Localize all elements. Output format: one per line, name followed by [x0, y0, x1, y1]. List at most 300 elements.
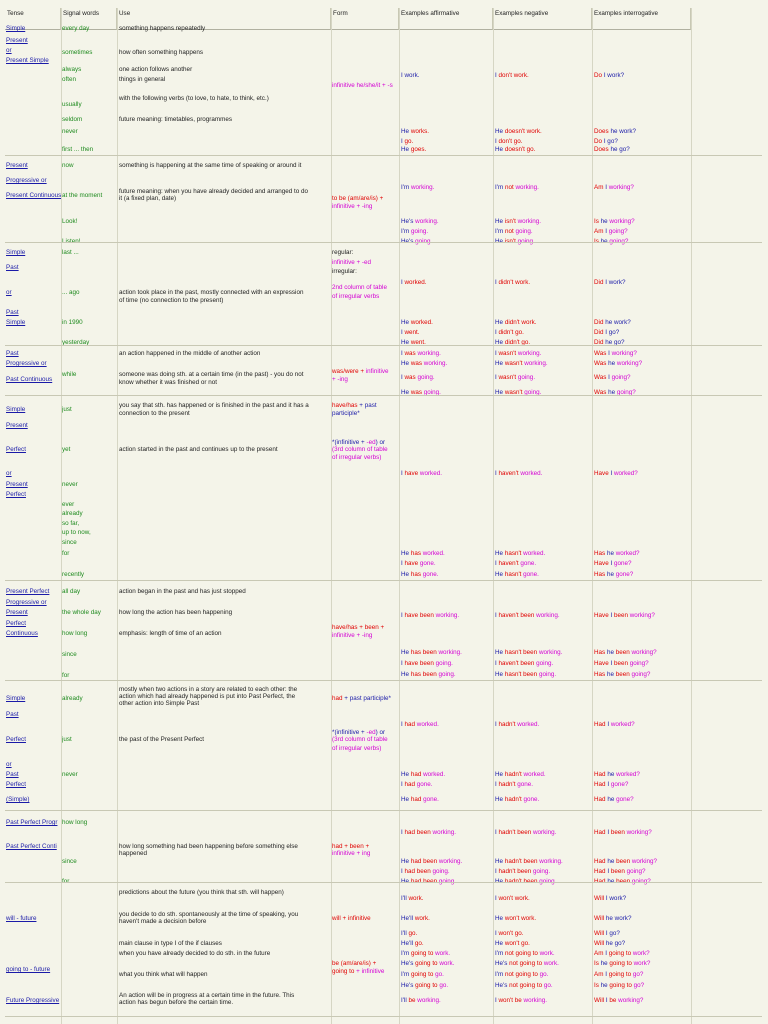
aff-cell — [401, 218, 439, 226]
tense-cell — [6, 761, 12, 769]
text-run: he — [608, 360, 617, 367]
section-divider — [5, 1016, 762, 1017]
tense-cell — [6, 406, 25, 414]
column-divider — [399, 8, 400, 1024]
text-run: he — [606, 571, 616, 578]
neg-cell — [495, 560, 536, 568]
text-run: + infinitive — [354, 968, 385, 975]
text-run: hasn't — [504, 550, 524, 557]
text-run[interactable]: Present Perfect — [6, 588, 50, 595]
text-run[interactable]: Perfect — [6, 491, 26, 498]
text-run: working. — [523, 997, 547, 1004]
text-run: He — [401, 796, 411, 803]
text-run: in 1990 — [62, 319, 83, 326]
text-run: go? — [633, 982, 645, 989]
text-run: going? — [629, 660, 649, 667]
text-run[interactable]: Progressive or — [6, 177, 47, 184]
column-divider — [117, 8, 118, 1024]
tense-cell — [6, 796, 29, 804]
text-run: working. — [423, 360, 448, 367]
text-run: working? — [631, 858, 658, 865]
text-run: not going to — [509, 960, 544, 967]
text-run: be — [408, 997, 418, 1004]
text-run: He — [401, 128, 411, 135]
text-run: working? — [608, 184, 634, 191]
int-cell — [594, 950, 650, 958]
text-run[interactable]: Past Perfect Progr — [6, 819, 58, 826]
text-run: already — [62, 510, 83, 517]
text-run: Is — [594, 982, 601, 989]
form-cell — [332, 850, 370, 858]
text-run[interactable]: (Simple) — [6, 796, 30, 803]
signal-cell — [62, 249, 79, 257]
text-run: isn't — [504, 238, 518, 245]
text-run: 2nd column of table — [332, 284, 387, 291]
form-cell — [332, 960, 376, 968]
text-run: gone? — [616, 796, 634, 803]
text-run: going to — [608, 950, 633, 957]
text-run[interactable]: Simple — [6, 25, 26, 32]
neg-cell — [495, 138, 522, 146]
neg-cell — [495, 915, 536, 923]
text-run: I'm — [401, 184, 411, 191]
signal-cell — [62, 218, 77, 226]
text-run[interactable]: Perfect — [6, 736, 26, 743]
aff-cell — [401, 329, 420, 337]
text-run: didn't work. — [504, 319, 537, 326]
neg-cell — [495, 671, 556, 679]
use-cell: future meaning: when you have already decided and arranged to do — [119, 188, 309, 195]
text-run[interactable]: Past — [6, 309, 19, 316]
text-run[interactable]: Present — [6, 37, 28, 44]
text-run: just — [62, 736, 72, 743]
text-run: Was — [594, 374, 609, 381]
text-run: worked. — [523, 550, 546, 557]
neg-cell — [495, 649, 562, 657]
text-run: I — [608, 374, 612, 381]
text-run: going? — [631, 671, 651, 678]
text-run: working? — [609, 218, 635, 225]
text-run: was — [404, 374, 418, 381]
text-run: going to — [608, 971, 633, 978]
text-run: I — [495, 829, 499, 836]
text-run: + -ing — [332, 376, 348, 383]
text-run: he — [607, 771, 617, 778]
text-run: hadn't — [498, 781, 518, 788]
int-cell — [594, 982, 644, 990]
aff-cell — [401, 771, 445, 779]
text-run: Had — [594, 858, 608, 865]
text-run: working. — [515, 184, 539, 191]
text-run: I — [495, 279, 499, 286]
text-run[interactable]: Perfect — [6, 620, 26, 627]
header-signal-words: Signal words — [61, 8, 117, 30]
use-cell: action has begun before the certain time. — [119, 999, 234, 1006]
text-run: had been — [410, 878, 439, 885]
text-run: I — [605, 950, 609, 957]
text-run: I'll — [401, 895, 409, 902]
aff-cell — [401, 470, 442, 478]
tense-cell — [6, 319, 25, 327]
text-run: He's — [401, 218, 416, 225]
text-run[interactable]: Progressive or — [6, 599, 47, 606]
text-run: now — [62, 162, 74, 169]
signal-cell — [62, 771, 78, 779]
neg-cell — [495, 279, 530, 287]
text-run: Does — [594, 146, 611, 153]
tense-cell — [6, 915, 36, 923]
int-cell — [594, 319, 631, 327]
column-divider — [592, 8, 593, 1024]
text-run: going. — [524, 389, 542, 396]
text-run: Was — [594, 350, 609, 357]
text-run: participle* — [332, 410, 360, 417]
header-examples-negative: Examples negative — [493, 8, 592, 30]
text-run: going. — [538, 671, 557, 678]
int-cell — [594, 350, 637, 358]
use-cell: main clause in type I of the if clauses — [119, 940, 222, 947]
signal-cell — [62, 76, 76, 84]
text-run: of irregular verbs) — [332, 454, 382, 461]
text-run: was — [410, 360, 424, 367]
signal-cell — [62, 162, 74, 170]
text-run: first ... then — [62, 146, 94, 153]
int-cell — [594, 960, 650, 968]
text-run[interactable]: Past Perfect Conti — [6, 843, 57, 850]
text-run: -ed — [366, 439, 376, 446]
aff-cell — [401, 915, 430, 923]
text-run: not going to — [509, 982, 544, 989]
neg-cell — [495, 550, 545, 558]
text-run: gone. — [422, 571, 439, 578]
text-run: been — [616, 858, 632, 865]
text-run: He'll — [401, 915, 415, 922]
text-run: ... ago — [62, 289, 80, 296]
tense-cell — [6, 57, 49, 65]
text-run[interactable]: Perfect — [6, 446, 26, 453]
int-cell — [594, 374, 631, 382]
text-run: worked? — [616, 771, 640, 778]
text-run: I — [495, 350, 499, 357]
text-run: He — [495, 319, 505, 326]
tense-cell — [6, 736, 26, 744]
text-run: I — [401, 660, 405, 667]
text-run: going. — [539, 878, 557, 885]
text-run: wasn't — [498, 350, 518, 357]
text-run: work? — [633, 960, 651, 967]
text-run[interactable]: Present — [6, 609, 28, 616]
tense-cell — [6, 376, 52, 384]
text-run: don't work. — [498, 72, 529, 79]
text-run: was — [410, 389, 424, 396]
text-run: He's — [495, 982, 510, 989]
text-run: won't go. — [504, 940, 530, 947]
form-cell — [332, 203, 372, 211]
text-run: going to — [410, 950, 436, 957]
tense-cell — [6, 771, 19, 779]
text-run: Have — [594, 560, 611, 567]
form-cell — [332, 632, 372, 640]
text-run: I — [610, 560, 614, 567]
aff-cell — [401, 930, 417, 938]
neg-cell — [495, 350, 541, 358]
int-cell — [594, 571, 633, 579]
text-run: Had — [594, 796, 608, 803]
text-run: have been — [404, 660, 436, 667]
text-run[interactable]: Present Simple — [6, 57, 49, 64]
text-run: He — [401, 671, 411, 678]
text-run: work. — [543, 960, 559, 967]
text-run: working. — [538, 649, 563, 656]
text-run[interactable]: Perfect — [6, 781, 26, 788]
text-run: been — [615, 671, 632, 678]
use-cell: with the following verbs (to love, to hate, to think, etc.) — [119, 95, 269, 102]
text-run: hadn't been — [498, 829, 533, 836]
text-run[interactable]: going to - future — [6, 966, 51, 973]
text-run: Has — [594, 571, 607, 578]
int-cell — [594, 671, 650, 679]
text-run: worked. — [423, 771, 446, 778]
neg-cell — [495, 571, 539, 579]
neg-cell — [495, 721, 539, 729]
text-run[interactable]: Present — [6, 481, 28, 488]
text-run[interactable]: Past — [6, 771, 19, 778]
text-run: I — [495, 781, 499, 788]
tense-cell — [6, 588, 49, 596]
text-run: I'm — [495, 971, 505, 978]
text-run: sometimes — [62, 49, 93, 56]
text-run: not — [504, 228, 516, 235]
text-run[interactable]: or — [6, 289, 12, 296]
tense-cell — [6, 422, 28, 430]
text-run: every day — [62, 25, 90, 32]
text-run: gone. — [520, 560, 537, 567]
text-run: I — [495, 930, 499, 937]
text-run: working? — [629, 612, 655, 619]
aff-cell — [401, 138, 413, 146]
aff-cell — [401, 829, 456, 837]
header-use: Use — [117, 8, 331, 30]
text-run: doesn't work. — [504, 128, 542, 135]
text-run: He — [495, 649, 505, 656]
int-cell — [594, 660, 649, 668]
form-cell — [332, 268, 357, 276]
form-cell — [332, 293, 379, 301]
text-run[interactable]: Past Continuous — [6, 376, 53, 383]
text-run[interactable]: Present — [6, 162, 28, 169]
aff-cell — [401, 128, 429, 136]
neg-cell — [495, 360, 548, 368]
form-cell — [332, 410, 360, 418]
text-run: I — [495, 374, 499, 381]
neg-cell — [495, 771, 546, 779]
text-run[interactable]: Simple — [6, 249, 26, 256]
text-run: going. — [438, 671, 456, 678]
text-run: infinitive + ing — [332, 850, 371, 857]
tense-cell — [6, 997, 59, 1005]
text-run: he work? — [610, 128, 637, 135]
text-run[interactable]: Past — [6, 350, 19, 357]
neg-cell — [495, 218, 541, 226]
text-run: He — [495, 796, 505, 803]
text-run: I'm — [495, 228, 505, 235]
header-examples-interrogative: Examples interrogative — [592, 8, 691, 30]
text-run: work. — [439, 960, 455, 967]
use-cell: connection to the present — [119, 410, 190, 417]
signal-cell — [62, 146, 93, 154]
text-run: Does — [594, 128, 611, 135]
text-run: Did — [594, 339, 606, 346]
int-cell — [594, 146, 630, 154]
int-cell — [594, 550, 640, 558]
text-run: I — [610, 612, 614, 619]
text-run[interactable]: will - future — [6, 915, 37, 922]
use-cell: An action will be in progress at a certain time in the future. This — [119, 992, 295, 999]
text-run: -ed — [366, 729, 376, 736]
text-run: He — [495, 146, 505, 153]
aff-cell — [401, 550, 445, 558]
column-divider — [691, 8, 692, 1024]
text-run: gone? — [610, 781, 629, 788]
neg-cell — [495, 858, 563, 866]
text-run: He — [401, 389, 411, 396]
tense-cell — [6, 47, 12, 55]
neg-cell — [495, 960, 559, 968]
text-run: + past — [357, 402, 377, 409]
aff-cell — [401, 612, 459, 620]
text-run[interactable]: Simple — [6, 319, 26, 326]
text-run[interactable]: or — [6, 47, 12, 54]
neg-cell — [495, 930, 524, 938]
text-run: Did — [594, 279, 606, 286]
text-run: *(infinitive + — [332, 439, 367, 446]
text-run: gone. — [523, 796, 540, 803]
int-cell — [594, 858, 657, 866]
text-run: of irregular verbs — [332, 293, 380, 300]
text-run: He — [401, 571, 411, 578]
text-run: working. — [438, 649, 462, 656]
text-run: He — [401, 550, 411, 557]
text-run[interactable]: or — [6, 761, 12, 768]
text-run: didn't go. — [504, 339, 531, 346]
text-run: how long — [62, 819, 88, 826]
signal-cell — [62, 289, 80, 297]
text-run: Is — [594, 960, 601, 967]
text-run: I — [401, 829, 405, 836]
text-run: gone. — [419, 560, 436, 567]
text-run: going? — [626, 868, 646, 875]
text-run: He — [401, 146, 411, 153]
signal-cell — [62, 116, 82, 124]
signal-cell — [62, 406, 72, 414]
text-run: since — [62, 858, 77, 865]
text-run: went. — [410, 339, 426, 346]
text-run[interactable]: Continuous — [6, 630, 38, 637]
text-run[interactable]: Present — [6, 422, 28, 429]
text-run: He — [495, 940, 505, 947]
tense-cell — [6, 609, 28, 617]
text-run: never — [62, 771, 78, 778]
form-cell — [332, 745, 381, 753]
text-run: hadn't been — [504, 878, 540, 885]
text-run[interactable]: Progressive or — [6, 360, 47, 367]
neg-cell — [495, 796, 539, 804]
signal-cell — [62, 630, 87, 638]
text-run: He — [401, 858, 411, 865]
text-run: been — [613, 612, 630, 619]
neg-cell — [495, 781, 533, 789]
text-run: Is — [594, 238, 601, 245]
text-run: I — [401, 350, 405, 357]
text-run: He — [495, 550, 505, 557]
text-run[interactable]: Simple — [6, 406, 26, 413]
text-run: going. — [532, 868, 551, 875]
text-run: he — [607, 878, 617, 885]
section-divider — [5, 810, 762, 811]
section-divider — [5, 680, 762, 681]
text-run: worked. — [523, 771, 546, 778]
signal-cell — [62, 446, 70, 454]
text-run: has — [410, 550, 423, 557]
text-run: He's — [401, 960, 416, 967]
text-run: been — [616, 878, 632, 885]
text-run: I — [495, 560, 499, 567]
text-run[interactable]: or — [6, 470, 12, 477]
text-run: I — [401, 470, 405, 477]
text-run: Am — [594, 950, 606, 957]
text-run: wasn't — [498, 374, 518, 381]
aff-cell — [401, 374, 435, 382]
text-run: seldom — [62, 116, 83, 123]
text-run: had — [404, 721, 417, 728]
text-run: Have — [594, 470, 611, 477]
text-run: ) or — [375, 729, 386, 736]
text-run: Will — [594, 915, 606, 922]
signal-cell — [62, 192, 102, 200]
text-run: going. — [517, 238, 535, 245]
text-run: be — [609, 997, 619, 1004]
text-run: won't go. — [498, 930, 524, 937]
text-run[interactable]: Past — [6, 711, 19, 718]
text-run: worked? — [615, 550, 640, 557]
text-run: *(infinitive + — [332, 729, 367, 736]
text-run: worked. — [410, 319, 433, 326]
text-run: I — [401, 612, 405, 619]
header-examples-affirmative: Examples affirmative — [399, 8, 493, 30]
text-run[interactable]: Past — [6, 264, 19, 271]
use-cell: something is happening at the same time of speaking or around it — [119, 162, 302, 169]
int-cell — [594, 184, 634, 192]
text-run: goes. — [410, 146, 427, 153]
text-run: I'm — [401, 228, 411, 235]
text-run[interactable]: Simple — [6, 695, 26, 702]
text-run: Had — [594, 829, 608, 836]
aff-cell — [401, 350, 441, 358]
text-run: Will — [594, 940, 606, 947]
text-run: I — [495, 997, 499, 1004]
text-run: he — [600, 960, 610, 967]
tense-cell — [6, 360, 47, 368]
aff-cell — [401, 940, 424, 948]
neg-cell — [495, 319, 536, 327]
text-run[interactable]: Present Continuous — [6, 192, 62, 199]
text-run: I work. — [401, 72, 420, 79]
use-cell: something happens repeatedly — [119, 25, 206, 32]
text-run[interactable]: Future Progressive — [6, 997, 60, 1004]
text-run: working? — [618, 997, 644, 1004]
use-cell: action started in the past and continues up to the present — [119, 446, 278, 453]
use-cell: the past of the Present Perfect — [119, 736, 205, 743]
